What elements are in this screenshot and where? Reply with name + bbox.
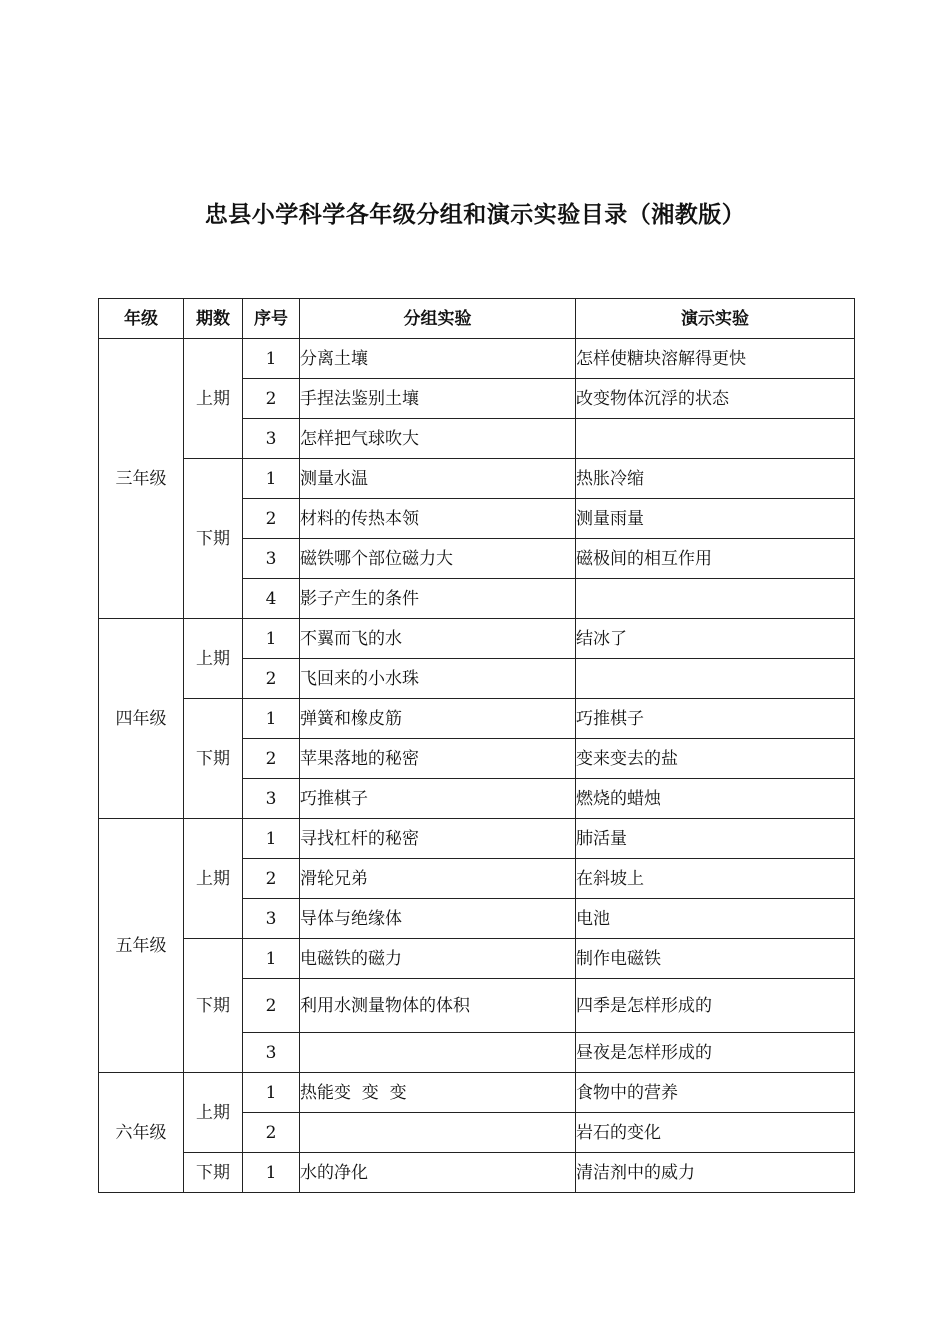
num-cell: 2	[243, 979, 300, 1033]
num-cell: 3	[243, 779, 300, 819]
demo-experiment-cell: 肺活量	[576, 819, 855, 859]
group-experiment-cell: 磁铁哪个部位磁力大	[300, 539, 576, 579]
header-grade: 年级	[99, 299, 184, 339]
group-experiment-cell: 利用水测量物体的体积	[300, 979, 576, 1033]
demo-experiment-cell: 岩石的变化	[576, 1113, 855, 1153]
num-cell: 3	[243, 539, 300, 579]
grade-cell: 六年级	[99, 1073, 184, 1193]
table-row	[99, 459, 855, 499]
group-experiment-cell: 材料的传热本领	[300, 499, 576, 539]
term-cell: 上期	[184, 1073, 243, 1153]
demo-experiment-cell: 清洁剂中的威力	[576, 1153, 855, 1193]
table-row	[99, 819, 855, 859]
group-experiment-cell: 热能变 变 变	[300, 1073, 576, 1113]
group-experiment-cell: 弹簧和橡皮筋	[300, 699, 576, 739]
num-cell: 3	[243, 419, 300, 459]
group-experiment-cell: 分离土壤	[300, 339, 576, 379]
num-cell: 1	[243, 939, 300, 979]
demo-experiment-cell: 热胀冷缩	[576, 459, 855, 499]
num-cell: 2	[243, 379, 300, 419]
group-experiment-cell: 苹果落地的秘密	[300, 739, 576, 779]
header-num: 序号	[243, 299, 300, 339]
table-row	[99, 939, 855, 979]
demo-experiment-cell: 制作电磁铁	[576, 939, 855, 979]
group-experiment-cell	[300, 1033, 576, 1073]
page-title: 忠县小学科学各年级分组和演示实验目录（湘教版）	[204, 202, 746, 228]
table-row	[99, 339, 855, 379]
term-cell: 下期	[184, 1153, 243, 1193]
group-experiment-cell	[300, 1113, 576, 1153]
num-cell: 1	[243, 459, 300, 499]
term-cell: 下期	[184, 459, 243, 619]
demo-experiment-cell	[576, 579, 855, 619]
demo-experiment-cell: 巧推棋子	[576, 699, 855, 739]
group-experiment-cell: 滑轮兄弟	[300, 859, 576, 899]
num-cell: 3	[243, 899, 300, 939]
group-experiment-cell: 飞回来的小水珠	[300, 659, 576, 699]
demo-experiment-cell: 电池	[576, 899, 855, 939]
table-header-row	[99, 299, 855, 339]
demo-experiment-cell: 变来变去的盐	[576, 739, 855, 779]
group-experiment-cell: 电磁铁的磁力	[300, 939, 576, 979]
num-cell: 2	[243, 859, 300, 899]
term-cell: 上期	[184, 619, 243, 699]
group-experiment-cell: 导体与绝缘体	[300, 899, 576, 939]
num-cell: 1	[243, 699, 300, 739]
num-cell: 3	[243, 1033, 300, 1073]
num-cell: 4	[243, 579, 300, 619]
group-experiment-cell: 手捏法鉴别土壤	[300, 379, 576, 419]
demo-experiment-cell: 燃烧的蜡烛	[576, 779, 855, 819]
table-row	[99, 619, 855, 659]
group-experiment-cell: 寻找杠杆的秘密	[300, 819, 576, 859]
demo-experiment-cell	[576, 659, 855, 699]
num-cell: 1	[243, 1153, 300, 1193]
term-cell: 下期	[184, 699, 243, 819]
num-cell: 2	[243, 1113, 300, 1153]
demo-experiment-cell: 在斜坡上	[576, 859, 855, 899]
term-cell: 上期	[184, 339, 243, 459]
demo-experiment-cell: 结冰了	[576, 619, 855, 659]
header-demo-experiment: 演示实验	[576, 299, 855, 339]
header-group-experiment: 分组实验	[300, 299, 576, 339]
demo-experiment-cell: 测量雨量	[576, 499, 855, 539]
grade-cell: 四年级	[99, 619, 184, 819]
demo-experiment-cell: 昼夜是怎样形成的	[576, 1033, 855, 1073]
demo-experiment-cell: 食物中的营养	[576, 1073, 855, 1113]
group-experiment-cell: 巧推棋子	[300, 779, 576, 819]
term-cell: 上期	[184, 819, 243, 939]
grade-cell: 五年级	[99, 819, 184, 1073]
demo-experiment-cell	[576, 419, 855, 459]
table-row	[99, 1153, 855, 1193]
num-cell: 1	[243, 819, 300, 859]
table-row	[99, 699, 855, 739]
num-cell: 1	[243, 619, 300, 659]
num-cell: 2	[243, 659, 300, 699]
table-row	[99, 1073, 855, 1113]
group-experiment-cell: 测量水温	[300, 459, 576, 499]
num-cell: 2	[243, 499, 300, 539]
experiment-table	[98, 298, 855, 1193]
grade-cell: 三年级	[99, 339, 184, 619]
term-cell: 下期	[184, 939, 243, 1073]
num-cell: 2	[243, 739, 300, 779]
demo-experiment-cell: 改变物体沉浮的状态	[576, 379, 855, 419]
demo-experiment-cell: 四季是怎样形成的	[576, 979, 855, 1033]
group-experiment-cell: 不翼而飞的水	[300, 619, 576, 659]
demo-experiment-cell: 怎样使糖块溶解得更快	[576, 339, 855, 379]
demo-experiment-cell: 磁极间的相互作用	[576, 539, 855, 579]
group-experiment-cell: 水的净化	[300, 1153, 576, 1193]
group-experiment-cell: 影子产生的条件	[300, 579, 576, 619]
group-experiment-cell: 怎样把气球吹大	[300, 419, 576, 459]
num-cell: 1	[243, 339, 300, 379]
header-term: 期数	[184, 299, 243, 339]
num-cell: 1	[243, 1073, 300, 1113]
